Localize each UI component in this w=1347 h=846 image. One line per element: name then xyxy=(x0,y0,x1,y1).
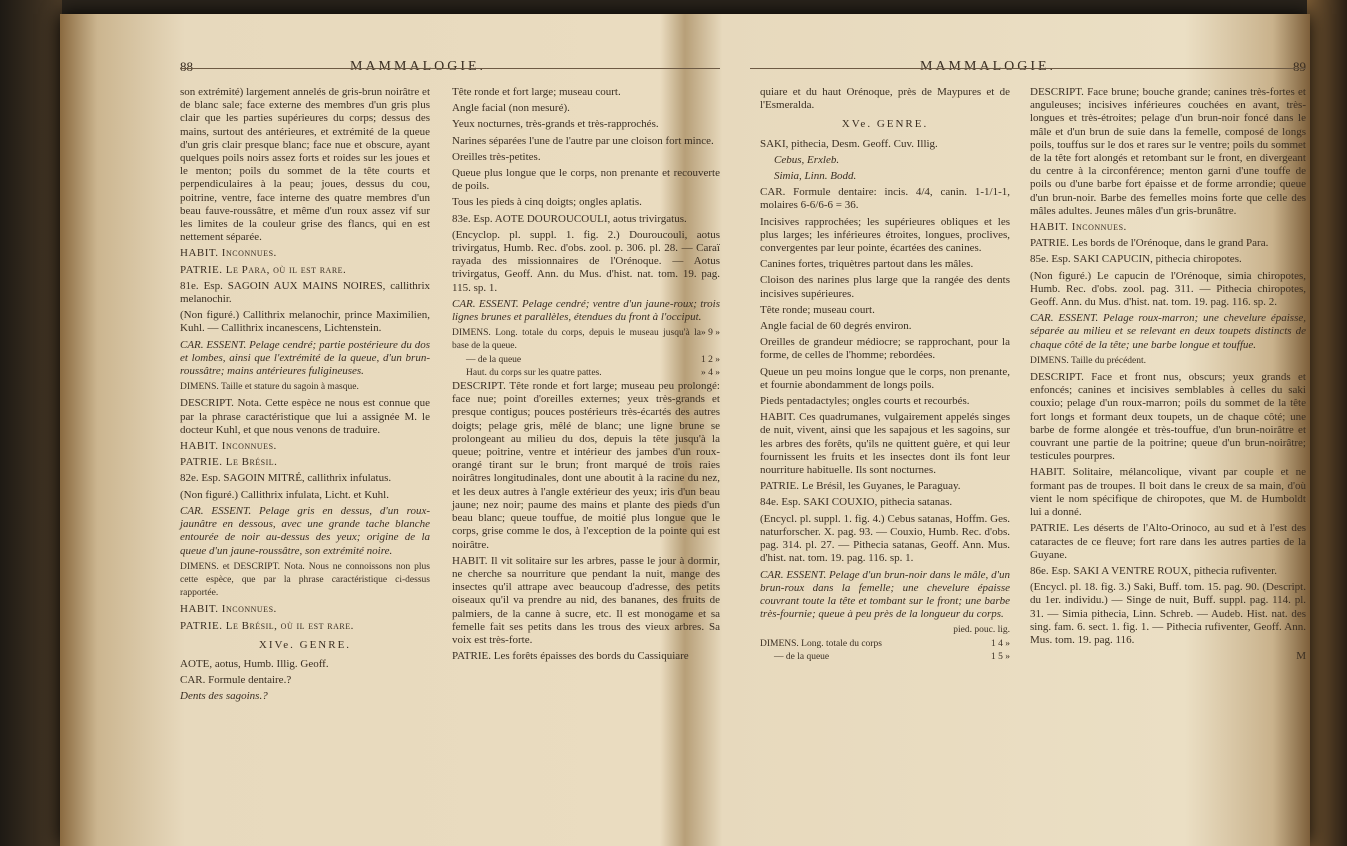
signature-mark: M xyxy=(1296,650,1306,663)
dimension-label: DIMENS. Long. totale du corps, depuis le museau jusqu'à la base de la queue. xyxy=(452,328,701,352)
dimension-label: DIMENS. Long. totale du corps xyxy=(760,638,882,649)
left-page-header xyxy=(180,60,720,78)
habit-paragraph: HABIT. Ces quadrumanes, vulgairement appelés singes de nuit, vivent, ainsi que les sapajous et les sagoins, sur les arbres des forêts, qu'ils ne quittent guère, et qui leur fournissent les fruits et les insectes dont ils font leur nourriture habituelle. Ils sont nocturnes. xyxy=(760,411,1010,477)
paragraph: quiare et du haut Orénoque, près de Maypures et de l'Esmeralda. xyxy=(760,86,1010,112)
paragraph: Tête ronde; museau court. xyxy=(760,303,875,316)
header-rule xyxy=(750,68,1306,69)
synonymy: (Non figuré.) Le capucin de l'Orénoque, simia chiropotes, Humb. Rec. d'obs. zool. pag. 311. — Pithecia chiropotes, Geoff. Ann. du Mus. d'hist. nat. tom. 19. pag. 116. sp. 2. xyxy=(1030,269,1306,309)
running-title: MAMMALOGIE. xyxy=(350,59,487,74)
left-column-1 xyxy=(180,86,430,707)
essential-characters: CAR. ESSENT. Pelage d'un brun-noir dans le mâle, d'un brun-roux dans la femelle; une chevelure épaisse couvrant toute la tête et tombant sur le front; une barbe très-fournie; queue à peu près de la longueur du corps. xyxy=(760,568,1010,621)
synonymy: (Encyclop. pl. suppl. 1. fig. 2.) Douroucouli, aotus trivirgatus, Humb. Rec. d'obs. zool. p. 306. pl. 28. — Caraï rayada des missionnaires de l'Orénoque. — Aotus trivirgatus, Geoff. Ann. du Mus. d'hist. nat. tom. 19. pag. 115. sp. 1. xyxy=(452,228,720,294)
species-heading: 84e. Esp. SAKI COUXIO, pithecia satanas. xyxy=(760,496,953,509)
genus-name: AOTE, aotus, Humb. Illig. Geoff. xyxy=(180,657,329,670)
synonymy: (Non figuré.) Callithrix infulata, Licht. et Kuhl. xyxy=(180,488,389,501)
paragraph: Pieds pentadactyles; ongles courts et recourbés. xyxy=(760,395,970,408)
habit-paragraph: HABIT. Il vit solitaire sur les arbres, passe le jour à dormir, ne cherche sa nourriture que pendant la nuit, mange des insectes qu'il attrape avec beaucoup d'adresse, des petits oiseaux qu'il va prendre au nid, des bananes, des fruits de palmiers, de la canne à sucre, etc. Il est monogame et sa femelle fait ses petits dans les trous des vieux arbres. Sa voix est très-forte. xyxy=(452,554,720,646)
paragraph: son extrémité) largement annelés de gris-brun noirâtre et de blanc sale; face externe des membres d'un gris plus clair que les parties supérieures du corps; dessus des mains, surtout des antérieures, et extrémité de la queue d'un gris clair presque blanc; face nue et obscure, ayant quelques poils noirs assez forts et roides sur les joues et le menton; poils du sommet de la tête courts et perpendiculaires à la peau; joues, dessus du cou, poitrine, ventre, face interne des quatre membres d'un beau fauve-roussâtre, et même d'un roux assez vif sur les limites de la couleur grise des flancs, qui en est nettement séparée. xyxy=(180,86,430,244)
right-column-1 xyxy=(760,86,1010,664)
dimensions-description: DIMENS. et DESCRIPT. Nota. Nous ne connoissons non plus cette espèce, que par la phrase caractéristique ci-dessus rapportée. xyxy=(180,561,430,599)
description: DESCRIPT. Face et front nus, obscurs; yeux grands et enfoncés; canines et incisives semblables à celles du saki couxio; pelage d'un roux-marron; poils du sommet de la tête fort longs et formant deux toupets, un de chaque côté; une barbe de forme alongée et très-touffue, d'un brun-noirâtre et couvrant une partie de la poitrine; queue d'un brun-noirâtre; testicules pourpres. xyxy=(1030,371,1306,463)
right-column-2 xyxy=(1030,86,1306,663)
habit-line: HABIT. Inconnues. xyxy=(180,603,277,616)
dimensions-line: DIMENS. Taille du précédent. xyxy=(1030,355,1147,366)
dimension-value: 1 2 » xyxy=(701,354,720,365)
patrie-line: PATRIE. Le Brésil, les Guyanes, le Paraguay. xyxy=(760,480,961,493)
synonym: Cebus, Erxleb. xyxy=(774,153,840,166)
synonym: Simia, Linn. Bodd. xyxy=(774,170,857,183)
description: DESCRIPT. Nota. Cette espèce ne nous est connue que par la phrase caractéristique que lui a assignée M. le docteur Kuhl, et que nous venons de traduire. xyxy=(180,397,430,436)
dimension-value: 1 5 » xyxy=(991,651,1010,662)
dimension-units-label: pied. pouc. lig. xyxy=(953,625,1010,636)
teeth-line: Dents des sagoins.? xyxy=(180,690,268,703)
synonymy: (Encycl. pl. suppl. 1. fig. 4.) Cebus satanas, Hoffm. Ges. naturforscher. X. pag. 93. — Couxio, Humb. Rec. d'obs. pag. 314. pl. 27. — Pithecia satanas, Geoff. Ann. Mus. d'hist. nat. tom. 19. pag. 116. sp. 1. xyxy=(760,512,1010,565)
page-number: 88 xyxy=(180,59,193,74)
species-heading: 85e. Esp. SAKI CAPUCIN, pithecia chiropotes. xyxy=(1030,253,1242,266)
habit-line: HABIT. Inconnues. xyxy=(180,247,277,260)
synonymy: (Encycl. pl. 18. fig. 3.) Saki, Buff. tom. 15. pag. 90. (Descript. du 1er. individu.) — Singe de nuit, Buff. suppl. pag. 114. pl. 31. — Simia pithecia, Linn. Schreb. — Audeb. Hist. nat. des sing. fam. 6. sect. 1. fig. 1. — Pithecia rufiventer, Geoff. Ann. Mus. tom. 19. pag. 116. xyxy=(1030,581,1306,646)
description: DESCRIPT. Tête ronde et fort large; museau peu prolongé: face nue; point d'oreilles externes; yeux très-grands et presque contigus; pouces postérieurs très-écartés des autres doigts; pelage gris, mêlé de blanc; une ligne brune se prolongeant au milieu du dos, depuis la tête jusqu'à la queue; poitrine, ventre et intérieur des jambes d'un roux-orangé tirant sur le brun; front marqué de trois raies noirâtres longitudinales, dont une aboutit à la racine du nez, et les deux autres à l'angle extérieur des yeux; iris d'un beau jaune; nez noir; paume des mains et plante des pieds d'un beau blanc; queue touffue, de moitié plus longue que le corps, grise comme le dos, à l'exception de la pointe qui est noirâtre. xyxy=(452,380,720,551)
dimension-value: » 9 » xyxy=(701,328,720,339)
synonymy: (Non figuré.) Callithrix melanochir, prince Maximilien, Kuhl. — Callithrix incanescens, Lichtenstein. xyxy=(180,309,430,335)
dimension-units xyxy=(760,624,1010,637)
paragraph: Tous les pieds à cinq doigts; ongles aplatis. xyxy=(452,196,642,209)
species-heading: 82e. Esp. SAGOIN MITRÉ, callithrix infulatus. xyxy=(180,472,392,485)
patrie-line: PATRIE. Les bords de l'Orénoque, dans le grand Para. xyxy=(1030,237,1269,250)
dimension-value: » 4 » xyxy=(701,367,720,378)
right-page-header xyxy=(750,60,1306,78)
dimensions-line: DIMENS. Taille et stature du sagoin à masque. xyxy=(180,382,359,393)
left-column-2 xyxy=(452,86,720,666)
paragraph: Oreilles très-petites. xyxy=(452,150,541,163)
description: DESCRIPT. Face brune; bouche grande; canines très-fortes et anguleuses; incisives inférieures couchées en avant, très-longues et très-étroites; pelage d'un brun-noir foncé dans le mâle et d'un brun de suie dans la femelle, composé de longs poils, touffus sur le dos et rares sur le ventre; poils du sommet de la tête fort alongés et retombant sur le front, en divergeant du centre à la circonférence; menton garni d'une touffe de poils ou d'une barbe fort épaisse et de forme arrondie; queue d'un brun-noir. Barbe des femelles moins forte que celle des mâles adultes. Jeunes mâles d'un gris-brunâtre. xyxy=(1030,86,1306,217)
essential-characters: CAR. ESSENT. Pelage gris en dessus, d'un roux-jaunâtre en dessous, avec une grande tache blanche entourée de noir au-dessus des yeux; origine de la queue d'un jaune-roussâtre, son extrémité noire. xyxy=(180,504,430,557)
patrie-line: PATRIE. Le Brésil. xyxy=(180,456,278,469)
essential-characters: CAR. ESSENT. Pelage cendré; ventre d'un jaune-roux; trois lignes brunes et parallèles, étendues du front à l'occiput. xyxy=(452,297,720,324)
genus-heading: XVe. GENRE. xyxy=(841,118,929,131)
patrie-paragraph: PATRIE. Les déserts de l'Alto-Orinoco, au sud et à l'est des cataractes de ce fleuve; fort rare dans les autres parties de la Guyane. xyxy=(1030,522,1306,561)
habit-paragraph: HABIT. Solitaire, mélancolique, vivant par couple et ne formant pas de troupes. Il boit dans le creux de sa main, d'où vient le nom spécifique de chiropotes, que M. de Humboldt lui a donné. xyxy=(1030,466,1306,519)
dimension-row xyxy=(760,638,1010,651)
dimension-row xyxy=(466,354,720,367)
genus-name: SAKI, pithecia, Desm. Geoff. Cuv. Illig. xyxy=(760,137,938,150)
book-spread xyxy=(60,14,1310,846)
paragraph: Yeux nocturnes, très-grands et très-rapprochés. xyxy=(452,118,659,131)
genus-heading: XIVe. GENRE. xyxy=(258,638,352,651)
dental-formula: CAR. Formule dentaire: incis. 4/4, canin. 1-1/1-1, molaires 6-6/6-6 = 36. xyxy=(760,186,1010,212)
dimension-label: — de la queue xyxy=(466,354,522,365)
paragraph: Queue un peu moins longue que le corps, non prenante, et fournie abondamment de longs poils. xyxy=(760,365,1010,391)
paragraph: Tête ronde et fort large; museau court. xyxy=(452,86,621,98)
book-cover-right-edge xyxy=(1307,0,1347,846)
species-heading: 86e. Esp. SAKI A VENTRE ROUX, pithecia rufiventer. xyxy=(1030,564,1277,577)
header-rule xyxy=(180,68,720,69)
dimension-row xyxy=(466,367,720,380)
patrie-line: PATRIE. Le Para, où il est rare. xyxy=(180,263,347,276)
paragraph: Canines fortes, triquètres partout dans les mâles. xyxy=(760,258,974,271)
dimension-row xyxy=(774,651,1010,664)
paragraph: Oreilles de grandeur médiocre; se rapprochant, pour la forme, de celles de l'homme; rebordées. xyxy=(760,336,1010,362)
essential-characters: CAR. ESSENT. Pelage cendré; partie postérieure du dos et lombes, ainsi que l'extrémité de la queue, d'un brun-roussâtre; mains antérieures fuligineuses. xyxy=(180,338,430,378)
dimension-row xyxy=(452,327,720,353)
paragraph: Angle facial (non mesuré). xyxy=(452,102,570,115)
dimension-value: 1 4 » xyxy=(991,638,1010,649)
dimension-label: Haut. du corps sur les quatre pattes. xyxy=(466,367,602,378)
paragraph: Queue plus longue que le corps, non prenante et recouverte de poils. xyxy=(452,167,720,193)
paragraph: Narines séparées l'une de l'autre par une cloison fort mince. xyxy=(452,134,714,147)
running-title: MAMMALOGIE. xyxy=(920,59,1057,74)
dimension-label: — de la queue xyxy=(774,651,830,662)
patrie-paragraph: PATRIE. Les forêts épaisses des bords du Cassiquiare xyxy=(452,650,689,663)
species-heading: 83e. Esp. AOTE DOUROUCOULI, aotus trivirgatus. xyxy=(452,212,687,225)
patrie-line: PATRIE. Le Brésil, où il est rare. xyxy=(180,619,354,632)
habit-line: HABIT. Inconnues. xyxy=(180,440,277,453)
page-number: 89 xyxy=(1293,59,1306,74)
essential-characters: CAR. ESSENT. Pelage roux-marron; une chevelure épaisse, séparée au milieu et se relevant en deux toupets distincts de chaque côté de la tête; une barbe longue et touffue. xyxy=(1030,312,1306,351)
paragraph: Cloison des narines plus large que la rangée des dents incisives supérieures. xyxy=(760,274,1010,300)
paragraph: Incisives rapprochées; les supérieures obliques et les plus larges; les inférieures étroites, longues, proclives, convergentes par leur pointe, écartées des canines. xyxy=(760,215,1010,255)
habit-line: HABIT. Inconnues. xyxy=(1030,221,1127,234)
paragraph: Angle facial de 60 degrés environ. xyxy=(760,320,912,333)
dental-formula: CAR. Formule dentaire.? xyxy=(180,674,292,687)
book-cover-left-edge xyxy=(0,0,62,846)
species-heading: 81e. Esp. SAGOIN AUX MAINS NOIRES, callithrix melanochir. xyxy=(180,279,430,306)
